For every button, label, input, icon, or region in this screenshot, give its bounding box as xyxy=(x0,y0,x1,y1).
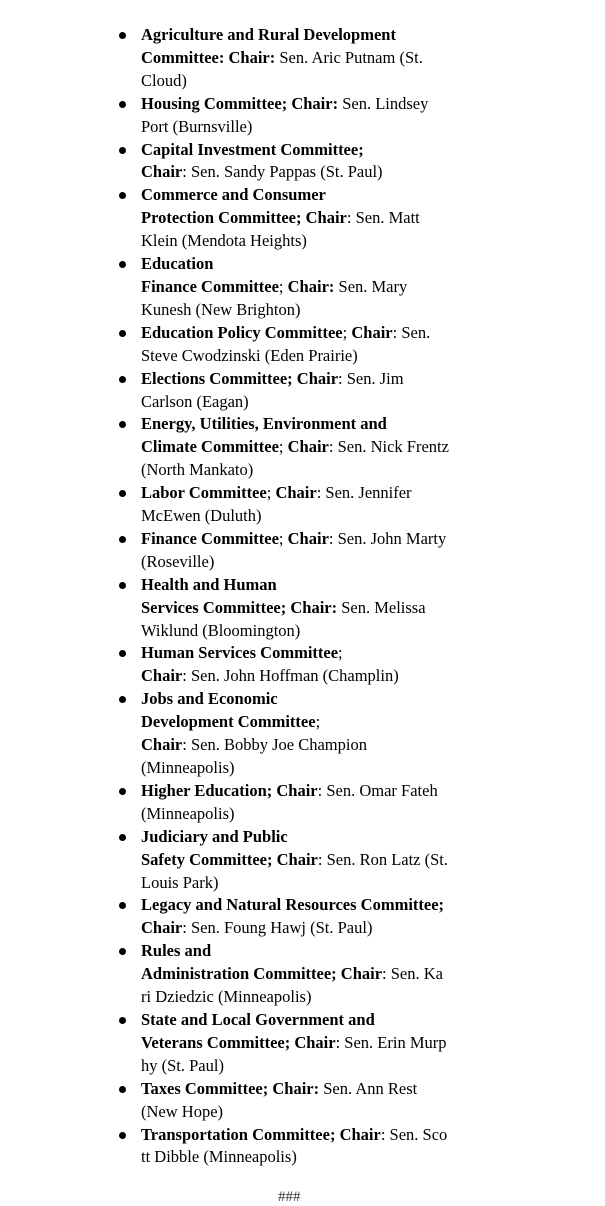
bold-text: Commerce and Consumer xyxy=(141,185,326,205)
bold-text: Taxes Committee; Chair: xyxy=(141,1078,320,1098)
bullet-icon xyxy=(119,788,126,795)
bold-text: Energy, Utilities, Environment and xyxy=(141,414,387,434)
bold-text: Safety Committee; Chair xyxy=(141,849,318,869)
committee-line xyxy=(141,620,501,643)
committee-item xyxy=(141,940,501,1009)
committee-line xyxy=(141,940,501,963)
committee-line xyxy=(141,642,501,665)
plain-text: tt Dibble (Minneapolis) xyxy=(141,1147,297,1167)
bullet-icon xyxy=(119,192,126,199)
plain-text: (Minneapolis) xyxy=(141,803,235,823)
committee-line xyxy=(141,391,501,414)
bold-text: Health and Human xyxy=(141,574,277,594)
plain-text: : Sen. Foung Hawj (St. Paul) xyxy=(182,918,373,938)
plain-text: : Sen. Sco xyxy=(380,1124,448,1144)
committee-item xyxy=(141,642,501,688)
plain-text: Sen. Ann Rest xyxy=(319,1078,418,1098)
committee-line xyxy=(141,711,501,734)
committee-line xyxy=(141,986,501,1009)
plain-text: ; xyxy=(278,276,288,296)
bullet-icon xyxy=(119,902,126,909)
bullet-icon xyxy=(119,948,126,955)
plain-text: Sen. Mary xyxy=(334,276,408,296)
committee-line xyxy=(141,230,501,253)
bold-text: Chair: xyxy=(287,276,335,296)
bullet-icon xyxy=(119,1086,126,1093)
committee-line xyxy=(141,597,501,620)
committee-line xyxy=(141,322,501,345)
bold-text: Legacy and Natural Resources Committee; xyxy=(141,895,445,915)
bullet-icon xyxy=(119,1132,126,1139)
bullet-icon xyxy=(119,376,126,383)
plain-text: : Sen. Erin Murp xyxy=(335,1032,447,1052)
committee-line xyxy=(141,505,501,528)
plain-text: ; xyxy=(278,437,288,457)
bold-text: Administration Committee; Chair xyxy=(141,964,383,984)
plain-text: : Sen. John Hoffman (Champlin) xyxy=(182,666,399,686)
bold-text: Housing Committee; Chair: xyxy=(141,93,339,113)
plain-text: hy (St. Paul) xyxy=(141,1055,224,1075)
plain-text: : Sen. Ka xyxy=(382,964,443,984)
committee-line xyxy=(141,70,501,93)
committee-line xyxy=(141,482,501,505)
committee-item xyxy=(141,826,501,895)
plain-text: Sen. Aric Putnam (St. xyxy=(275,47,423,67)
plain-text: (Minneapolis) xyxy=(141,758,235,777)
plain-text: Kunesh (New Brighton) xyxy=(141,299,301,319)
end-marker-text: ### xyxy=(278,1189,301,1205)
plain-text: : Sen. Nick Frentz xyxy=(328,437,449,457)
committee-item xyxy=(141,24,501,93)
plain-text: : Sen. Bobby Joe Champion xyxy=(182,735,367,755)
bold-text: Judiciary and Public xyxy=(141,826,288,846)
bold-text: Elections Committee; Chair xyxy=(141,368,339,388)
bullet-icon xyxy=(119,536,126,543)
committee-line xyxy=(141,1101,501,1124)
committee-line xyxy=(141,345,501,368)
bullet-icon xyxy=(119,101,126,108)
committee-item xyxy=(141,139,501,185)
bold-text: Chair xyxy=(287,528,329,548)
plain-text: (Roseville) xyxy=(141,551,215,571)
committee-line xyxy=(141,917,501,940)
bold-text: Transportation Committee; Chair xyxy=(141,1124,381,1144)
committee-line xyxy=(141,1146,501,1169)
bullet-icon xyxy=(119,1017,126,1024)
plain-text: Wiklund (Bloomington) xyxy=(141,620,301,640)
bold-text: Jobs and Economic xyxy=(141,689,278,709)
committee-item xyxy=(141,322,501,368)
committee-item xyxy=(141,482,501,528)
bullet-icon xyxy=(119,696,126,703)
committee-item xyxy=(141,528,501,574)
plain-text: (New Hope) xyxy=(141,1101,224,1121)
bold-text: Higher Education; Chair xyxy=(141,780,318,800)
bold-text: Chair xyxy=(141,666,183,686)
committee-line xyxy=(141,436,501,459)
committee-item xyxy=(141,1078,501,1124)
plain-text: : Sen. Jim xyxy=(338,368,404,388)
bullet-icon xyxy=(119,147,126,154)
bold-text: Rules and xyxy=(141,941,212,961)
plain-text: ; xyxy=(278,528,288,548)
committee-item xyxy=(141,413,501,482)
plain-text: Sen. Lindsey xyxy=(338,93,429,113)
bullet-icon xyxy=(119,650,126,657)
committee-line xyxy=(141,803,501,826)
committee-item xyxy=(141,780,501,826)
committee-line xyxy=(141,1124,501,1147)
committee-line xyxy=(141,665,501,688)
committee-line xyxy=(141,963,501,986)
committee-line xyxy=(141,253,501,276)
plain-text: : Sen. Sandy Pappas (St. Paul) xyxy=(182,162,383,182)
plain-text: (North Mankato) xyxy=(141,460,254,480)
plain-text: : Sen. Matt xyxy=(346,208,420,228)
committee-line xyxy=(141,299,501,322)
committee-line xyxy=(141,207,501,230)
bold-text: Labor Committee xyxy=(141,483,267,503)
committee-line xyxy=(141,780,501,803)
plain-text: ; xyxy=(266,483,276,503)
committee-line xyxy=(141,826,501,849)
committee-line xyxy=(141,93,501,116)
bullet-icon xyxy=(119,32,126,39)
committee-line xyxy=(141,368,501,391)
committee-item xyxy=(141,368,501,414)
bold-text: Finance Committee xyxy=(141,528,279,548)
committee-item xyxy=(141,253,501,322)
plain-text: Carlson (Eagan) xyxy=(141,391,249,411)
bullet-icon xyxy=(119,490,126,497)
bold-text: Protection Committee; Chair xyxy=(141,208,347,228)
plain-text: ; xyxy=(315,712,321,732)
bullet-icon xyxy=(119,330,126,337)
plain-text: Klein (Mendota Heights) xyxy=(141,231,307,251)
plain-text: ri Dziedzic (Minneapolis) xyxy=(141,987,312,1007)
committee-line xyxy=(141,757,501,780)
committee-item xyxy=(141,93,501,139)
bold-text: Climate Committee xyxy=(141,437,279,457)
bold-text: Finance Committee xyxy=(141,276,279,296)
bold-text: Education xyxy=(141,254,214,274)
committee-line xyxy=(141,894,501,917)
committee-line xyxy=(141,24,501,47)
plain-text: Cloud) xyxy=(141,70,187,90)
committee-item xyxy=(141,688,501,780)
bold-text: Chair xyxy=(141,735,183,755)
bullet-icon xyxy=(119,261,126,268)
bold-text: State and Local Government and xyxy=(141,1009,375,1029)
bold-text: Services Committee; Chair: xyxy=(141,597,338,617)
bold-text: Chair xyxy=(141,918,183,938)
plain-text: McEwen (Duluth) xyxy=(141,506,262,526)
bold-text: Development Committee xyxy=(141,712,316,732)
bullet-icon xyxy=(119,834,126,841)
plain-text: : Sen. Ron Latz (St. xyxy=(317,849,449,869)
committee-line xyxy=(141,872,501,895)
plain-text: : Sen. John Marty xyxy=(328,528,447,548)
bold-text: Education Policy Committee xyxy=(141,322,343,342)
committee-line xyxy=(141,116,501,139)
committee-item xyxy=(141,574,501,643)
bold-text: Chair xyxy=(351,322,393,342)
committee-line xyxy=(141,551,501,574)
committee-line xyxy=(141,849,501,872)
plain-text: Sen. Melissa xyxy=(337,597,426,617)
bullet-icon xyxy=(119,582,126,589)
committee-item xyxy=(141,184,501,253)
committee-line xyxy=(141,1055,501,1078)
bullet-icon xyxy=(119,421,126,428)
bold-text: Chair xyxy=(141,162,183,182)
bold-text: Chair xyxy=(275,483,317,503)
committee-item xyxy=(141,1124,501,1170)
plain-text: : Sen. Omar Fateh xyxy=(317,780,438,800)
committee-line xyxy=(141,1078,501,1101)
committee-line xyxy=(141,1009,501,1032)
committee-line xyxy=(141,1032,501,1055)
plain-text: ; xyxy=(338,643,343,663)
committee-line xyxy=(141,574,501,597)
committee-line xyxy=(141,413,501,436)
committee-line xyxy=(141,139,501,162)
committee-item xyxy=(141,894,501,940)
committee-line xyxy=(141,459,501,482)
plain-text: : Sen. xyxy=(392,322,431,342)
committee-line xyxy=(141,161,501,184)
plain-text: Steve Cwodzinski (Eden Prairie) xyxy=(141,345,358,365)
committee-line xyxy=(141,47,501,70)
committee-line xyxy=(141,276,501,299)
bold-text: Agriculture and Rural Development xyxy=(141,25,396,44)
bold-text: Chair xyxy=(287,437,329,457)
plain-text: : Sen. Jennifer xyxy=(316,483,412,503)
committee-item xyxy=(141,1009,501,1078)
committee-line xyxy=(141,734,501,757)
bold-text: Veterans Committee; Chair xyxy=(141,1032,336,1052)
bold-text: Human Services Committee xyxy=(141,643,339,663)
bold-text: Capital Investment Committee; xyxy=(141,139,364,159)
committee-line xyxy=(141,688,501,711)
plain-text: Louis Park) xyxy=(141,872,219,892)
bold-text: Committee: Chair: xyxy=(141,47,276,67)
committee-line xyxy=(141,184,501,207)
plain-text: Port (Burnsville) xyxy=(141,116,253,136)
plain-text: ; xyxy=(342,322,352,342)
committee-line xyxy=(141,528,501,551)
committee-list xyxy=(141,24,501,1169)
